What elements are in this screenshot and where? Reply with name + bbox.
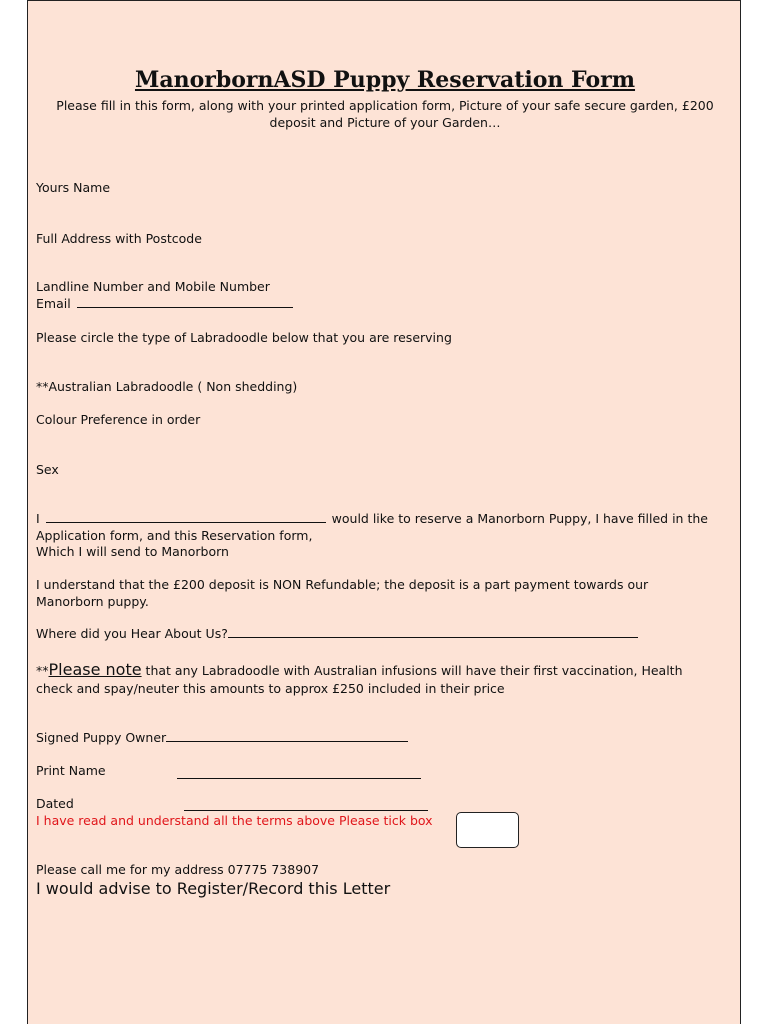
declaration-line-1	[36, 511, 708, 526]
dated-input-line[interactable]	[184, 809, 428, 811]
australian-option[interactable]: **Australian Labradoodle ( Non shedding)	[36, 379, 298, 394]
circle-type-label: Please circle the type of Labradoodle below that you are reserving	[36, 330, 452, 345]
note-line-2: check and spay/neuter this amounts to approx £250 included in their price	[36, 681, 505, 696]
declaration-name-line[interactable]	[46, 521, 326, 523]
sex-label: Sex	[36, 462, 59, 477]
hear-about-input-line[interactable]	[228, 636, 638, 638]
email-input-line[interactable]	[77, 306, 293, 308]
email-label: Email	[36, 296, 71, 311]
call-text: Please call me for my address 07775 738907	[36, 862, 320, 877]
name-label: Yours Name	[36, 180, 111, 195]
note-stars: **	[36, 663, 49, 678]
declaration-suffix: would like to reserve a Manorborn Puppy, I have filled in the	[331, 511, 708, 526]
deposit-line-2: Manorborn puppy.	[36, 594, 149, 609]
hear-about-row	[36, 626, 640, 641]
signed-input-line[interactable]	[166, 740, 408, 742]
declaration-prefix: I	[36, 511, 40, 526]
form-title: ManorbornASD Puppy Reservation Form	[134, 67, 636, 93]
form-intro: Please fill in this form, along with your printed application form, Picture of your safe secure garden, £200 deposit and Picture of your Garden…	[56, 98, 714, 130]
terms-label: I have read and understand all the terms above Please tick box	[36, 813, 433, 828]
signed-label: Signed Puppy Owner	[36, 730, 167, 745]
advise-text: I would advise to Register/Record this Letter	[36, 879, 391, 898]
email-row	[36, 296, 295, 311]
form-page	[27, 0, 741, 1024]
note-text: that any Labradoodle with Australian infusions will have their first vaccination, Health	[145, 663, 683, 678]
deposit-line-1: I understand that the £200 deposit is NON Refundable; the deposit is a part payment towards our	[36, 577, 649, 592]
note-line-1	[36, 660, 683, 679]
colour-label: Colour Preference in order	[36, 412, 201, 427]
declaration-line-3: Which I will send to Manorborn	[36, 544, 229, 559]
dated-label: Dated	[36, 796, 74, 811]
terms-tick-box[interactable]	[456, 812, 519, 848]
address-label: Full Address with Postcode	[36, 231, 202, 246]
print-name-input-line[interactable]	[177, 777, 421, 779]
note-emphasis: Please note	[48, 660, 142, 679]
declaration-line-2: Application form, and this Reservation form,	[36, 528, 313, 543]
phone-label: Landline Number and Mobile Number	[36, 279, 270, 294]
print-name-label: Print Name	[36, 763, 106, 778]
signed-row	[36, 730, 410, 745]
hear-about-label: Where did you Hear About Us?	[36, 626, 228, 641]
